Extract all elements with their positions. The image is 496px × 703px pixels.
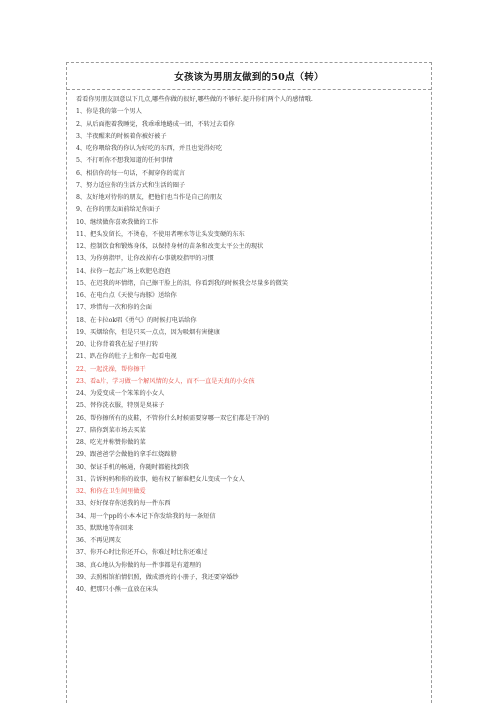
list-item: 38、真心地认为你做的每一件事都是有道理的: [76, 561, 202, 569]
list-item: 26、帮你擦所有的皮鞋，不管你什么时候需要穿哪一双它们都是干净的: [76, 414, 270, 422]
list-item: 32、和你在卫生间里做爱: [76, 488, 146, 495]
document-body: [76, 94, 426, 596]
list-item: 36、不再见网友: [76, 537, 121, 544]
title-row: [67, 63, 431, 90]
list-item: 31、告诉妈妈和你的故事，她有权了解谁把女儿变成一个女人: [76, 475, 245, 483]
list-item: 13、为你剪指甲，让你改掉有心事就咬指甲的习惯: [76, 255, 214, 263]
list-item: 34、用一个pp的小本本记下你发给我的每一条短信: [76, 512, 216, 520]
list-item: 22、一起洗澡，帮你擦干: [76, 365, 146, 373]
list-item: 12、控制饮食和锻炼身体，以保持身材的苗条和改变太平公主的现状: [76, 243, 264, 250]
intro-paragraph: 看看你男朋友回意以下几点,哪些你做的很好,哪些做的不够好.提升你们两个人的感情哦.: [76, 96, 313, 103]
list-item: 14、拉你一起去广场上吹肥皂泡泡: [76, 267, 171, 275]
list-item: 9、在你的朋友面前给足你面子: [76, 206, 161, 214]
list-item: 2、从后面抱着我睡觉，我乖乖地蜷成一团，不转过去看你: [76, 120, 235, 128]
list-item: 39、去照相馆拍情侣照，做成漂亮的小册子，我还要穿婚纱: [76, 573, 239, 581]
list-item: 20、让你背着我在屋子里打转: [76, 341, 159, 348]
list-item: 35、默默地等你回来: [76, 524, 134, 532]
list-item: 30、保证手机的畅通，你随时都能找到我: [76, 463, 190, 471]
list-item: 18、在卡拉ok唱《勇气》的时候打电话给你: [76, 316, 197, 324]
list-item: 19、买烟给你，但是只买一点点，因为吸烟有害健康: [76, 328, 220, 336]
list-item: 17、珍惜每一次和你的会面: [76, 304, 152, 312]
list-item: 7、努力适应你的生活方式和生活的圈子: [76, 181, 186, 189]
list-item: 40、把那只小熊一直放在床头: [76, 586, 159, 593]
list-item: 33、好好保存你送我的每一件东西: [76, 500, 171, 508]
document-frame: [66, 62, 432, 703]
list-item: 1、你是我的第一个男人: [76, 108, 142, 116]
list-item: 10、继续做你喜欢我做的工作: [76, 218, 159, 226]
list-item: 28、吃光并称赞你做的菜: [76, 439, 146, 446]
list-item: 6、相信你的每一句话，不揭穿你的谎言: [76, 169, 186, 177]
list-item: 5、不打听你不想我知道的任何事情: [76, 157, 173, 165]
list-item: 21、趴在你的肚子上和你一起看电视: [76, 353, 177, 361]
list-item: 15、在迟我的坏情绪，自己擦干脸上的泪，你看到我的时候我会尽量多的微笑: [76, 279, 289, 287]
list-item: 11、把头发留长，不烫卷，不使用者哩水等让头发变硬的东东: [76, 230, 245, 238]
item-list: [76, 106, 426, 596]
list-item: 8、友好地对待你的朋友，把他们也当作是自己的朋友: [76, 194, 223, 201]
list-item: 27、陪你到菜市场去买菜: [76, 426, 146, 434]
list-item: 23、看a片，学习做一个解风情的女人，而不一直是天真的小女孩: [76, 377, 255, 385]
list-item: 4、吃你喂给我的你认为好吃的东西，并且也觉得好吃: [76, 145, 223, 152]
list-item: 3、半夜醒来的时候着你被好被子: [76, 132, 167, 140]
list-item: 29、跟爸爸学会做他的拿手红烧蹄膀: [76, 451, 177, 459]
list-item: 25、替你洗衣服，特别是臭袜子: [76, 402, 165, 410]
list-item: 37、你开心时比你还开心，你难过时比你还难过: [76, 549, 208, 557]
list-item: 16、在电台点《天使与海豚》送给你: [76, 292, 177, 299]
list-item: 24、为爱变成一个笨笨的小女人: [76, 390, 165, 397]
document-title: 女孩该为男朋友做到的50点（转）: [174, 72, 324, 83]
